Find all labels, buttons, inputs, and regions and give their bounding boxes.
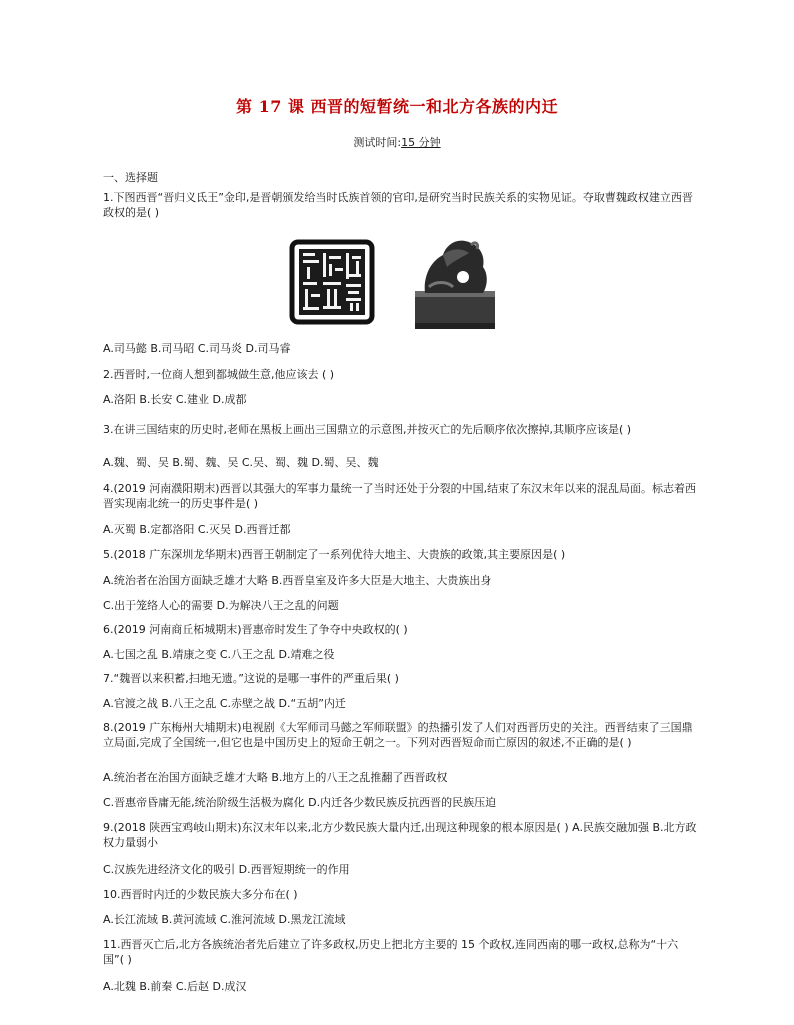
- test-time-label: 测试时间:: [353, 136, 402, 149]
- question-2-options: A.洛阳 B.长安 C.建业 D.成都: [103, 393, 247, 406]
- question-9-stem: 9.(2018 陕西宝鸡岐山期末)东汉末年以来,北方少数民族大量内迁,出现这种现象的根本原因是( ) A.民族交融加强 B.北方政权力量弱小: [103, 821, 697, 849]
- section-heading: 一、选择题: [103, 171, 158, 184]
- question-5-options-ab: A.统治者在治国方面缺乏雄才大略 B.西晋皇室及许多大臣是大地主、大贵族出身: [103, 574, 492, 587]
- question-11-stem: 11.西晋灭亡后,北方各族统治者先后建立了许多政权,历史上把北方主要的 15 个政权,连同西南的哪一政权,总称为“十六国”( ): [103, 938, 679, 966]
- question-8-options-ab: A.统治者在治国方面缺乏雄才大略 B.地方上的八王之乱推翻了西晋政权: [103, 771, 448, 784]
- question-11-options: A.北魏 B.前秦 C.后赵 D.成汉: [103, 980, 247, 993]
- gold-seal-photo: [403, 231, 505, 333]
- question-10-stem: 10.西晋时内迁的少数民族大多分布在( ): [103, 888, 298, 901]
- question-3-options: A.魏、蜀、吴 B.蜀、魏、吴 C.吴、蜀、魏 D.蜀、吴、魏: [103, 456, 379, 469]
- question-9-options: C.汉族先进经济文化的吸引 D.西晋短期统一的作用: [103, 863, 350, 876]
- test-time-value: 15 分钟: [401, 136, 441, 149]
- question-1-options: A.司马懿 B.司马昭 C.司马炎 D.司马睿: [103, 342, 291, 355]
- question-10-options: A.长江流域 B.黄河流域 C.淮河流域 D.黑龙江流域: [103, 913, 346, 926]
- test-time: [0, 134, 794, 150]
- question-8-stem: 8.(2019 广东梅州大埔期末)电视剧《大军师司马懿之军师联盟》的热播引发了人们对西晋历史的关注。西晋结束了三国鼎立局面,完成了全国统一,但它也是中国历史上的短命王朝之一。下列对西晋短命而亡原因的叙述,不正确的是( ): [103, 721, 693, 749]
- question-7-options: A.官渡之战 B.八王之乱 C.赤壁之战 D.“五胡”内迁: [103, 697, 346, 710]
- question-7-stem: 7.“魏晋以来积蓄,扫地无遗。”这说的是哪一事件的严重后果( ): [103, 672, 399, 685]
- question-5-stem: 5.(2018 广东深圳龙华期末)西晋王朝制定了一系列优待大地主、大贵族的政策,其主要原因是( ): [103, 548, 566, 561]
- question-4-stem: 4.(2019 河南濮阳期末)西晋以其强大的军事力量统一了当时还处于分裂的中国,结束了东汉末年以来的混乱局面。标志着西晋实现南北统一的历史事件是( ): [103, 482, 697, 510]
- question-6-stem: 6.(2019 河南商丘柘城期末)晋惠帝时发生了争夺中央政权的( ): [103, 623, 408, 636]
- question-2-stem: 2.西晋时,一位商人想到都城做生意,他应该去 ( ): [103, 368, 335, 381]
- question-3-stem: 3.在讲三国结束的历史时,老师在黑板上画出三国鼎立的示意图,并按灭亡的先后顺序依次擦掉,其顺序应该是( ): [103, 423, 632, 436]
- question-4-options: A.灭蜀 B.定都洛阳 C.灭吴 D.西晋迁都: [103, 523, 291, 536]
- question-6-options: A.七国之乱 B.靖康之变 C.八王之乱 D.靖难之役: [103, 648, 335, 661]
- seal-imprint-image: [286, 236, 378, 328]
- page-title: 第 17 课 西晋的短暂统一和北方各族的内迁: [236, 97, 558, 116]
- question-8-options-cd: C.晋惠帝昏庸无能,统治阶级生活极为腐化 D.内迁各少数民族反抗西晋的民族压迫: [103, 796, 497, 809]
- question-1-stem: 1.下图西晋“晋归义氐王”金印,是晋朝颁发给当时氐族首领的官印,是研究当时民族关系的实物见证。夺取曹魏政权建立西晋政权的是( ): [103, 191, 693, 219]
- question-5-options-cd: C.出于笼络人心的需要 D.为解决八王之乱的问题: [103, 599, 339, 612]
